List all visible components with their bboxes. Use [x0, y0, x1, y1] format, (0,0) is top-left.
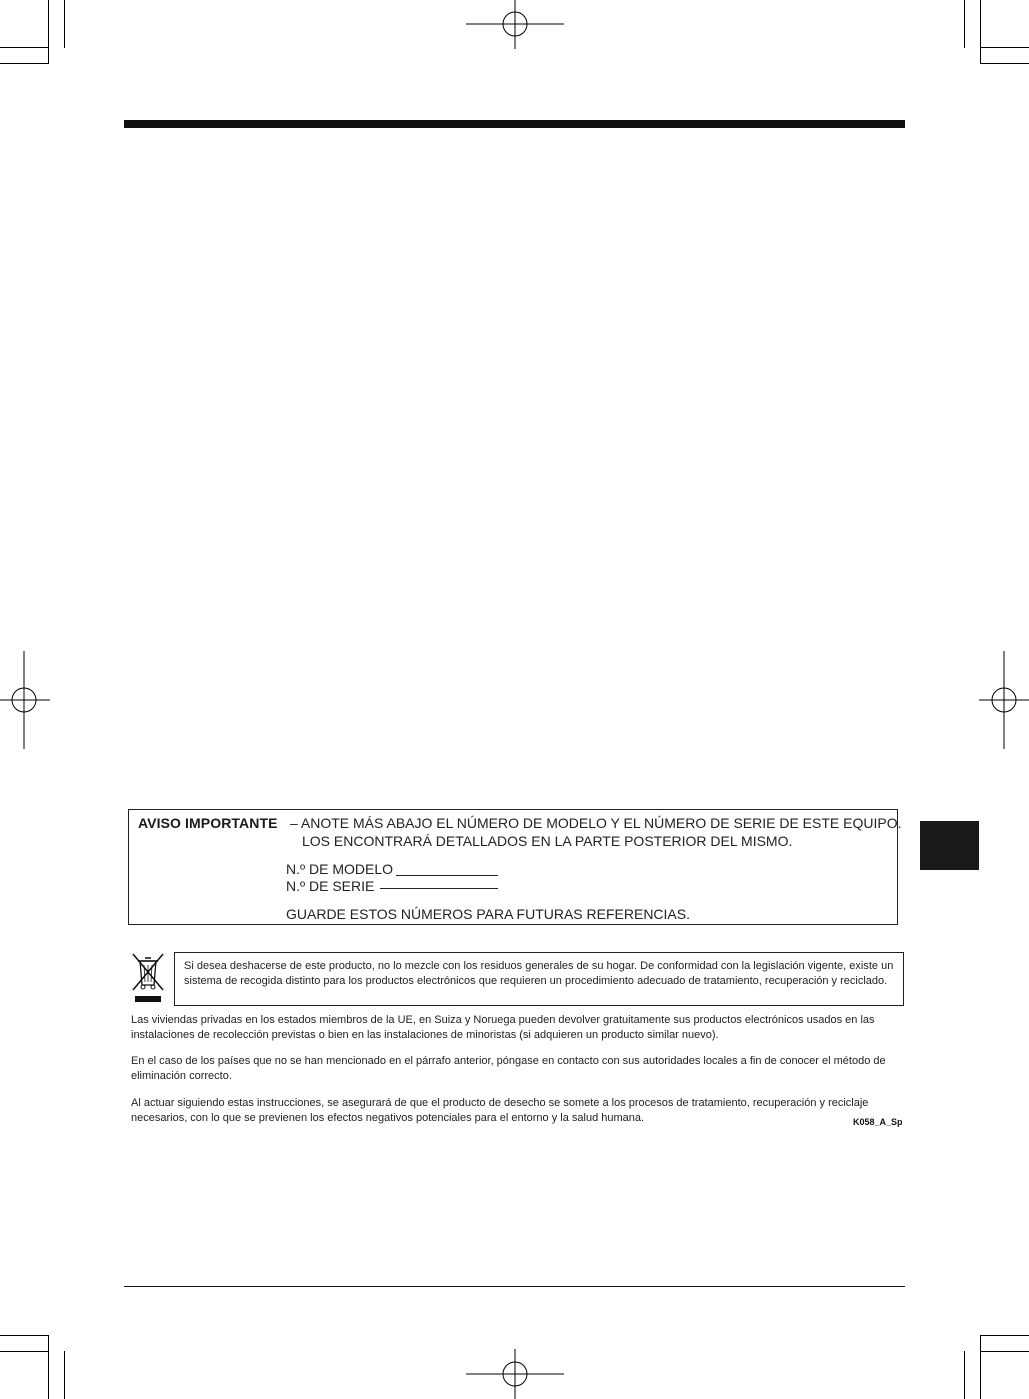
crop-mark	[980, 63, 1029, 64]
disposal-notice-box	[174, 952, 904, 1006]
disposal-paragraph-effects: Al actuar siguiendo estas instrucciones, se asegurará de que el producto de desecho se somete a los procesos de tratamiento, recuperación y reciclaje necesarios, con lo que se previenen los efectos negativos potenciales para el entorno y la salud humana.	[131, 1097, 869, 1124]
crop-mark	[964, 0, 965, 48]
crop-mark	[981, 1351, 1029, 1352]
document-code: K058_A_Sp	[853, 1117, 903, 1127]
notice-line-2: LOS ENCONTRARÁ DETALLADOS EN LA PARTE POSTERIOR DEL MISMO.	[302, 833, 793, 849]
crop-mark	[64, 1351, 65, 1399]
disposal-paragraph-other-countries: En el caso de los países que no se han mencionado en el párrafo anterior, póngase en contacto con sus autoridades locales a fin de conocer el método de eliminación correcto.	[131, 1055, 886, 1082]
keep-numbers-note: GUARDE ESTOS NÚMEROS PARA FUTURAS REFERENCIAS.	[286, 906, 690, 922]
crop-mark	[0, 47, 48, 48]
registration-mark-icon	[0, 651, 50, 749]
crop-mark	[981, 47, 1029, 48]
crop-mark	[980, 1335, 981, 1399]
registration-mark-icon	[466, 1349, 564, 1399]
footer-rule	[124, 1286, 905, 1287]
crop-mark	[964, 1351, 965, 1399]
crop-mark	[64, 0, 65, 48]
serial-number-field	[380, 888, 498, 889]
notice-line-1: – ANOTE MÁS ABAJO EL NÚMERO DE MODELO Y EL NÚMERO DE SERIE DE ESTE EQUIPO.	[290, 815, 902, 831]
registration-mark-icon	[466, 0, 564, 50]
crop-mark	[980, 0, 981, 64]
crop-mark	[0, 1351, 48, 1352]
notice-title: AVISO IMPORTANTE	[138, 815, 278, 831]
crop-mark	[0, 63, 49, 64]
crop-mark	[980, 1335, 1029, 1336]
model-number-field	[396, 875, 498, 876]
important-notice-box	[128, 809, 902, 925]
header-rule	[124, 120, 905, 128]
language-tab	[920, 821, 979, 870]
crop-mark	[48, 0, 49, 64]
model-number-label: N.º DE MODELO	[286, 861, 394, 877]
serial-number-label: N.º DE SERIE	[286, 878, 375, 894]
crop-mark	[0, 1335, 49, 1336]
disposal-notice-text: Si desea deshacerse de este producto, no lo mezcle con los residuos generales de su hogar. De conformidad con la legislación vigente, existe un sistema de recogida distinto para los productos electrónicos que requieren un procedimiento adecuado de tratamiento, recuperación y reciclado.	[184, 960, 894, 987]
disposal-paragraph-eu: Las viviendas privadas en los estados miembros de la UE, en Suiza y Noruega pueden devolver gratuitamente sus productos electrónicos usados en las instalaciones de recolección previstas o bien en las instalaciones de minoristas (si adquieren un producto similar nuevo).	[131, 1014, 875, 1041]
registration-mark-icon	[979, 651, 1029, 749]
crop-mark	[48, 1335, 49, 1399]
crossed-out-bin-icon	[130, 952, 166, 1006]
